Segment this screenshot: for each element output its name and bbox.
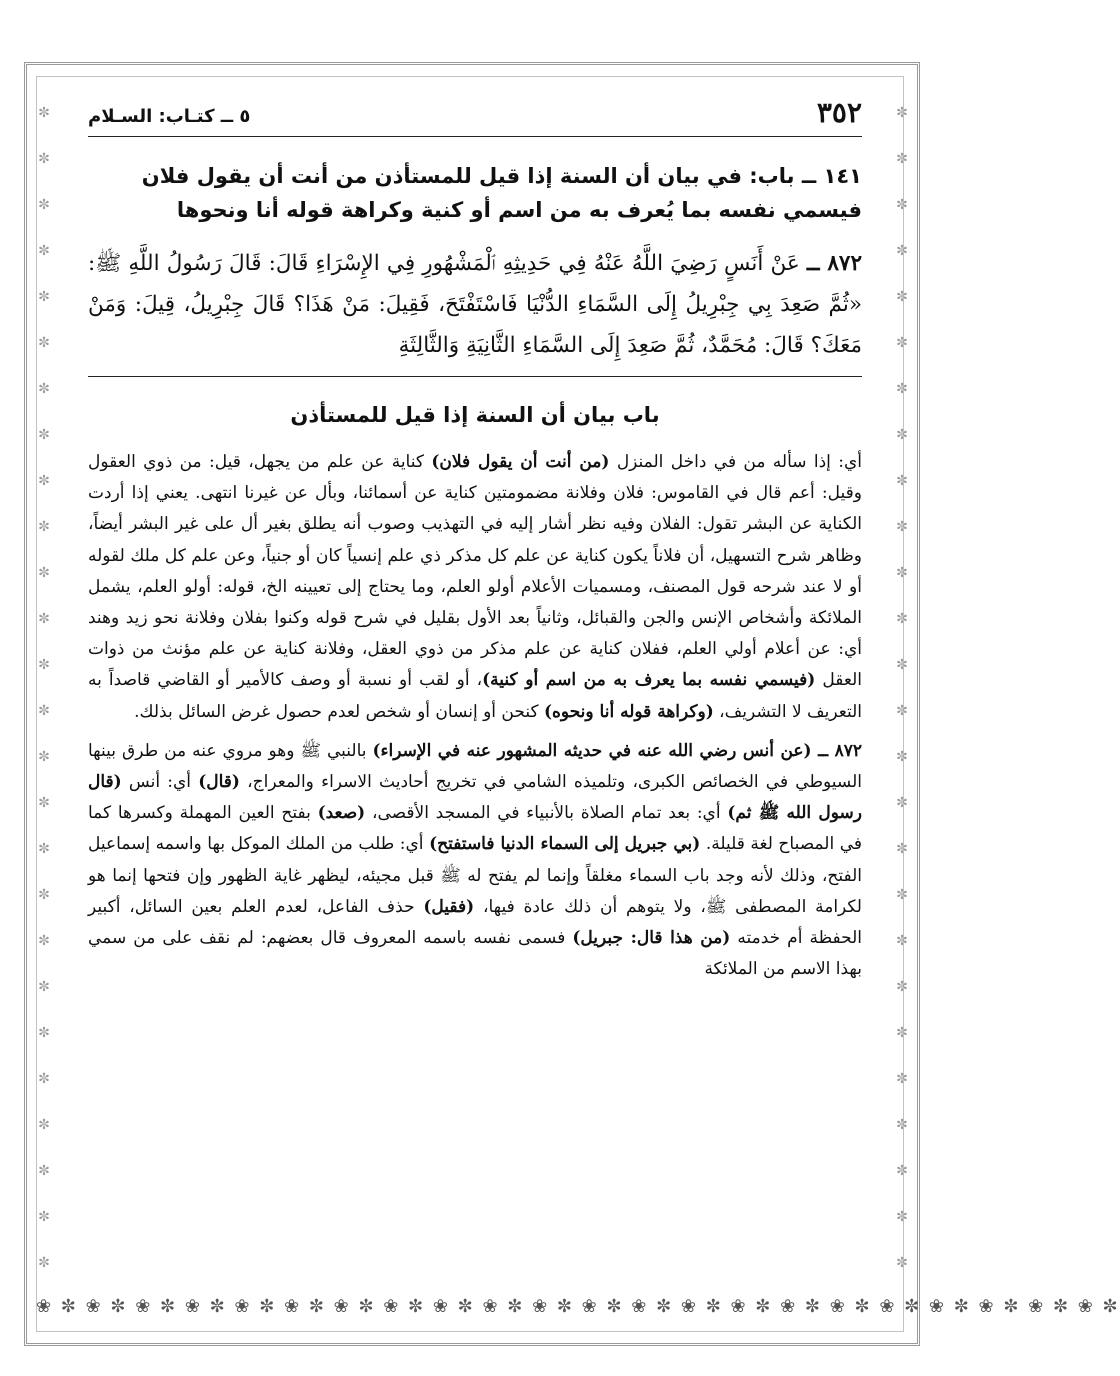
commentary-paragraph-2 [88,736,862,986]
hadith-text [88,243,862,366]
divider-line [88,376,862,377]
left-ornament: ✼ ✼ ✼ ✼ ✼ ✼ ✼ ✼ ✼ ✼ ✼ ✼ ✼ ✼ ✼ ✼ ✼ ✼ ✼ ✼ ✼ ✼ ✼ ✼ ✼ ✼ [38,105,50,1271]
running-title: ٥ ــ كتـاب: السـلام [88,106,251,127]
text-run: أي: بعد تمام الصلاة بالأنبياء في المسجد الأقصى، [365,803,728,824]
page-header [88,96,862,137]
commentary [88,447,862,985]
quoted-matn: (من أنت أن يقول فلان) [431,452,610,472]
text-run: كنحن أو إنسان أو شخص لعدم حصول غرض السائل بذلك. [134,701,544,722]
hadith-body: عَنْ أَنَسٍ رَضِيَ اللَّهُ عَنْهُ فِي حَدِيثِهِ ٱلْمَشْهُورِ فِي الإِسْرَاءِ قَالَ: قَالَ رَسُولُ اللَّهِ ﷺ: «ثُمَّ صَعِدَ بِي جِبْرِيلُ إِلَى السَّمَاءِ الدُّنْيَا فَاسْتَفْتَحَ، فَقِيلَ: مَنْ هَذَا؟ قَالَ جِبْرِيلُ، قِيلَ: وَمَنْ مَعَكَ؟ قَالَ: مُحَمَّدٌ، ثُمَّ صَعِدَ إِلَى السَّمَاءِ الثَّانِيَةِ وَالثَّالِثَةِ [88,251,862,358]
quoted-matn: (فيسمي نفسه بما يعرف به من اسم أو كنية) [482,670,816,691]
quoted-matn: (من هذا قال: جبريل) [572,928,731,949]
text-run: فسمى نفسه باسمه المعروف قال بعضهم: لم نقف على من سمي بهذا الاسم من الملائكة [88,928,862,980]
quoted-matn: (وكراهة قوله أنا ونحوه) [543,701,714,722]
text-run: بفتح العين المهملة وكسرها كما في المصباح لغة قليلة. [88,803,862,855]
chapter-line-2: فيسمي نفسه بما يُعرف به من اسم أو كنية وكراهة قوله أنا ونحوها [176,198,862,222]
quoted-matn: (فقيل) [423,896,475,917]
text-run: ٨٧٢ ــ [811,740,862,761]
hadith-number: ٨٧٢ ــ [806,251,862,276]
quoted-matn: (بي جبريل إلى السماء الدنيا فاستفتح) [429,834,701,855]
text-run: أي: طلب من الملك الموكل بها واسمه إسماعيل الفتح، وذلك لأنه وجد باب السماء مغلقاً وإنما لم يفتح له ﷺ قبل مجيئه، ليظهر غاية الظهور وإن فتحها إنما هو لكرامة المصطفى ﷺ، ولا يتوهم أن ذلك عادة فيها، [88,834,862,917]
chapter-heading [88,159,862,227]
right-ornament: ✼ ✼ ✼ ✼ ✼ ✼ ✼ ✼ ✼ ✼ ✼ ✼ ✼ ✼ ✼ ✼ ✼ ✼ ✼ ✼ ✼ ✼ ✼ ✼ ✼ ✼ [896,105,908,1271]
page-content [88,96,862,985]
text-run: أي: إذا سأله من في داخل المنزل [609,452,862,472]
text-run: كناية عن علم من يجهل، قيل: من ذوي العقول وقيل: أعم قال في القاموس: فلان وفلانة مضمومتين كناية عن أسمائنا، وبأل عن غيرنا انتهى. يعني إذا أردت الكناية عن البشر تقول: الفلان وفيه نظر أشار إليه في التهذيب وصوب أنه يطلق بغير أل على غير البشر أيضاً، وظاهر شرح التسهيل، أن فلاناً يكون كناية عن علم كل مذكر ذي علم إنسياً كان أو جنياً، وعن علم كل ملك لقوله أو لا عند شرحه قول المصنف، ومسميات الأعلام أولو العلم، وما يحتاج إلى تعيينه الخ، قوله: أولو العلم، يشمل الملائكة وأشخاص الإنس والجن والقبائل، وثانياً بعد الأول بقليل في شرح قوله وكنوا بفلان وفلانة نحو زيد وهند أي: عن أعلام أولي العلم، ففلان كناية عن علم مذكر من ذوي العقل، وفلانة كناية عن علم مؤنث من ذوات العقل [88,452,862,691]
text-run: حذف الفاعل، لعدم العلم بعين السائل، أكبير الحفظة أم خدمته [88,896,862,949]
text-run: بالنبي ﷺ وهو مروي عنه من طرق بينها السيوطي في الخصائص الكبرى، وتلميذه الشامي في تخريج أحاديث الاسراء والمعراج، [88,740,862,793]
quoted-matn: (عن أنس رضي الله عنه في حديثه المشهور عنه في الإسراء) [372,740,812,761]
chapter-line-1: ١٤١ ــ باب: في بيان أن السنة إذا قيل للمستأذن من أنت أن يقول فلان [141,164,862,188]
text-run: أي: أنس [121,772,199,793]
text-run: ، أو لقب أو نسبة أو وصف كالأمير أو القاضي قاصداً به التعريف لا التشريف، [88,670,862,722]
quoted-matn: (صعد) [317,803,366,824]
quoted-matn: (قال رسول الله ﷺ ثم) [88,772,862,824]
commentary-paragraph-1 [88,447,862,728]
quoted-matn: (قال) [198,772,240,793]
page-number: ٣٥٢ [816,96,862,129]
bottom-ornament: ❀ ✼ ❀ ✼ ❀ ✼ ❀ ✼ ❀ ✼ ❀ ✼ ❀ ✼ ❀ ✼ ❀ ✼ ❀ ✼ ❀ ✼ ❀ ✼ ❀ ✼ ❀ ✼ ❀ ✼ ❀ ✼ ❀ ✼ ❀ ✼ ❀ ✼ ❀ ✼ ❀ ✼ ❀ ✼ [36,1296,1120,1317]
commentary-heading: باب بيان أن السنة إذا قيل للمستأذن [290,403,660,427]
